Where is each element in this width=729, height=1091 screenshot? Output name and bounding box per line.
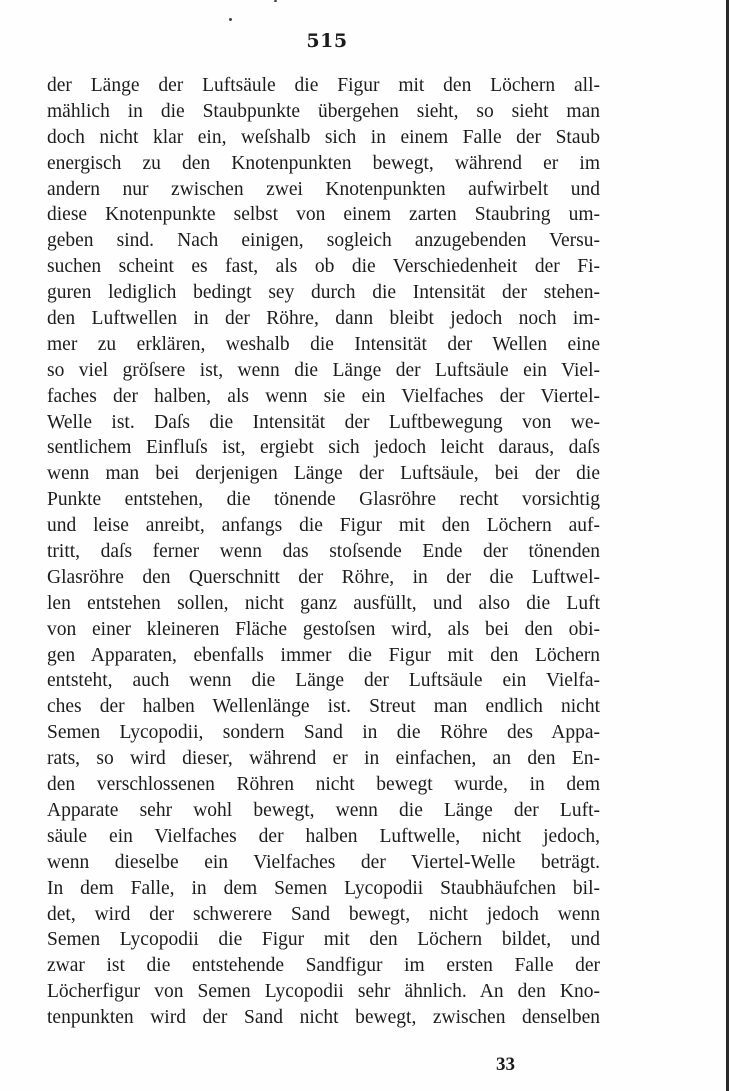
text-line: faches der halben, als wenn sie ein Vielfaches der Viertel- <box>47 385 600 407</box>
text-line: diese Knotenpunkte selbst von einem zarten Staubring um- <box>47 204 600 226</box>
text-line: gen Apparaten, ebenfalls immer die Figur mit den Löchern <box>47 644 600 666</box>
text-line: der Länge der Luftsäule die Figur mit den Löchern all- <box>47 75 600 96</box>
text-line: den verschlossenen Röhren nicht bewegt wurde, in dem <box>47 774 600 796</box>
text-line: so viel gröſsere ist, wenn die Länge der Luftsäule ein Viel- <box>47 359 600 381</box>
text-line: Glasröhre den Querschnitt der Röhre, in der die Luftwel- <box>47 566 600 588</box>
text-line: Löcherfigur von Semen Lycopodii sehr ähnlich. An den Kno- <box>47 981 600 1003</box>
page-speck <box>274 0 277 2</box>
text-line: wenn dieselbe ein Vielfaches der Viertel-Welle beträgt. <box>47 851 600 873</box>
page-number: 515 <box>306 30 348 52</box>
text-line: von einer kleineren Fläche gestoſsen wird, als bei den obi- <box>47 618 600 640</box>
signature-mark: 33 <box>496 1054 515 1075</box>
text-line: Semen Lycopodii, sondern Sand in die Röhre des Appa- <box>47 722 600 744</box>
text-line: den Luftwellen in der Röhre, dann bleibt jedoch noch im- <box>47 308 600 330</box>
text-line: säule ein Vielfaches der halben Luftwelle, nicht jedoch, <box>47 825 600 847</box>
text-line: In dem Falle, in dem Semen Lycopodii Staubhäufchen bil- <box>47 877 600 899</box>
text-line: zwar ist die entstehende Sandfigur im ersten Falle der <box>47 955 600 977</box>
text-line: Punkte entstehen, die tönende Glasröhre recht vorsichtig <box>47 489 600 511</box>
text-line: det, wird der schwerere Sand bewegt, nicht jedoch wenn <box>47 903 600 925</box>
text-line: tritt, daſs ferner wenn das stoſsende Ende der tönenden <box>47 541 600 563</box>
text-line: Semen Lycopodii die Figur mit den Löchern bildet, und <box>47 929 600 951</box>
text-line: Welle ist. Daſs die Intensität der Luftbewegung von we- <box>47 411 600 433</box>
text-line: entsteht, auch wenn die Länge der Luftsäule ein Vielfa- <box>47 670 600 692</box>
text-line: sentlichem Einfluſs ist, ergiebt sich jedoch leicht daraus, daſs <box>47 437 600 459</box>
text-line: len entstehen sollen, nicht ganz ausfüllt, und also die Luft <box>47 592 600 614</box>
text-line: rats, so wird dieser, während er in einfachen, an den En- <box>47 748 600 770</box>
text-line: Apparate sehr wohl bewegt, wenn die Länge der Luft- <box>47 799 600 821</box>
text-line: doch nicht klar ein, weſshalb sich in einem Falle der Staub <box>47 126 600 148</box>
text-line: suchen scheint es fast, als ob die Verschiedenheit der Fi- <box>47 256 600 278</box>
text-line: wenn man bei derjenigen Länge der Luftsäule, bei der die <box>47 463 600 485</box>
text-line: geben sind. Nach einigen, sogleich anzugebenden Versu- <box>47 230 600 252</box>
text-line: ches der halben Wellenlänge ist. Streut man endlich nicht <box>47 696 600 718</box>
text-line: andern nur zwischen zwei Knotenpunkten aufwirbelt und <box>47 178 600 200</box>
text-line: und leise anreibt, anfangs die Figur mit den Löchern auf- <box>47 515 600 537</box>
body-text <box>47 73 600 1031</box>
page-speck <box>229 18 232 21</box>
text-line: mählich in die Staubpunkte übergehen sieht, so sieht man <box>47 100 600 122</box>
text-line: guren lediglich bedingt sey durch die Intensität der stehen- <box>47 282 600 304</box>
text-line: energisch zu den Knotenpunkten bewegt, während er im <box>47 152 600 174</box>
text-line: tenpunkten wird der Sand nicht bewegt, zwischen denselben <box>47 1007 600 1029</box>
text-line: mer zu erklären, weshalb die Intensität der Wellen eine <box>47 333 600 355</box>
